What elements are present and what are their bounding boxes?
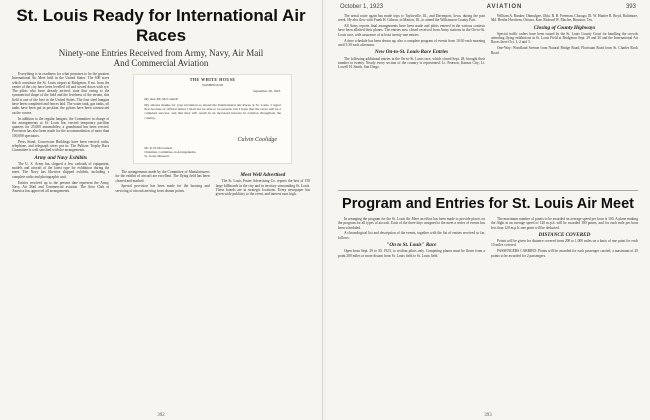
- white-house-letter: [133, 74, 292, 164]
- letter-head-location: WASHINGTON: [202, 83, 224, 87]
- paragraph: The maximum number of points to be awarded on average speed per hour is 100. A plane making the flight at an average speed of 120 m.p.h. will be awarded 100 points, and for each mile per hour less than 120 m.p.h. one point will be deducted.: [491, 217, 638, 230]
- letter-address: Mr. R. H. McConnell, Chairman, Committee on Arrangements, St. Louis, Missouri.: [144, 146, 197, 158]
- paragraph: One-Way: Woodland Avenue from Natural Bridge Road; Florissant Road from St. Charles Rock Road.: [491, 46, 638, 55]
- right-column-1: [338, 14, 485, 186]
- letter-signature: Calvin Coolidge: [237, 137, 277, 143]
- paragraph: In addition to the regular hangars, the Committee in charge of the arrangements at St. Louis has erected temporary pavilion quarters for 25,000 automobiles; a grandstand has been erected. Provision has also been made for the accommodation of more than 100,000 spectators.: [12, 116, 110, 138]
- paragraph: William A. Bunker, Okmulgee, Okla. R. B. Freeman, Chicago, Ill. W. Hunter B. Boyd, Baltimore, Md. Bertha Horchem, Ottawa, Kan. Richard W. Maclee, Houston, Tex.: [491, 14, 638, 23]
- right-column-3: [338, 217, 485, 395]
- section-heading: "On to St. Louis" Race: [386, 242, 437, 249]
- right-page: [326, 0, 650, 420]
- right-column-4: [491, 217, 638, 395]
- paragraph: The following additional entries in the On-to-St. Louis race, which closed Sept. 28, brought their number to twenty. Nearly every section of the country is represented: Lt. Pearson, Kansas City; Lt. Lowell H. Smith, San Diego.: [338, 56, 485, 70]
- paragraph: The U. S. Army has shipped a few carloads of equipment, models and aircraft of the latest type for exhibition during the meet. The Navy has likewise shipped exhibits, including a complete radio and photographic unit.: [12, 161, 110, 179]
- paragraph: Open from Sept. 29 to 30, 1923, to civilian pilots only. Competing planes must be flown from a point 200 miles or more distant from St. Louis field to St. Louis field.: [338, 249, 485, 258]
- section-heading: New On-to-St. Louis-Race Entries: [374, 49, 449, 56]
- header-date: October 1, 1923: [340, 4, 384, 10]
- paragraph: The arrangements made by the Committee of Manufacturers for the exhibit of aircraft are excellent. The flying field has been cleared and marked.: [115, 170, 210, 183]
- letter-salutation: My dear Mr. McConnell:: [144, 97, 179, 101]
- paragraph: A chronological list and description of the events, together with the list of entries received so far, follows:: [338, 231, 485, 240]
- paragraph: Everything is in readiness for what promises to be the greatest International Air Meet held in the United States. The 600 acres which constitute the St. Louis airport at Bridgeton, 8 mi. from the center of the city have been levelled off and sowed down with rye. The pilots who have already arrived, state that owing to the symmetrical shape of the field and the levelness of the terrain, this field is one of the best in the United States. The four steel hangars have been completed and fences laid. The water tank, gas tanks, oil tanks have been put in position, the pylons have been constructed on the course.: [12, 72, 110, 115]
- page-number: 393: [484, 413, 492, 418]
- article-title: St. Louis Ready for International Air Races: [16, 6, 306, 45]
- header-magazine: AVIATION: [486, 4, 523, 10]
- divider: [338, 190, 638, 191]
- paragraph: A time schedule has been drawn up, also a complete program of events from 10:30 each morning until 5:30 each afternoon.: [338, 38, 485, 47]
- section-heading: Closing of County Highways: [533, 24, 596, 31]
- section-heading: Meet Well Advertised: [240, 172, 286, 178]
- paragraph: Entries received up to the present date represent the Army, Navy, Air Mail and Commercial aviation. The Aero Club of America has approved all arrangements.: [12, 180, 110, 194]
- paragraph: All Army reports final arrangements have been made and pilots entered in the various contests have been allotted their planes. The entries now closed received from Army stations in the On-to-St. Louis race, with assurance of at least twenty-one entries.: [338, 24, 485, 37]
- paragraph: Special provision has been made for the housing and servicing of aircraft arriving from distant points.: [115, 184, 210, 193]
- paragraph: Special traffic orders have been issued by the St. Louis County Court for handling the crowds attending flying exhibitions at St. Louis Field at Bridgeton Sept. 29 and 30 and the International Air Races there Oct. 1, 2 and 3.: [491, 31, 638, 45]
- left-column-2: [115, 72, 310, 390]
- paragraph: The St. Louis Poster Advertising Co. reports the best of 150 large billboards in the city and in territory surrounding St. Louis. These boards are in strategic locations. Every newspaper has given wide publicity to the event, and interest runs high.: [215, 179, 310, 197]
- section-heading: DISTANCE COVERED: [538, 231, 591, 238]
- paragraph: Press Stand, Concession Buildings have been erected; radio, telephone, and telegraph wires put in. The Pulitzer Trophy Race Committee is well satisfied with the arrangements.: [12, 139, 110, 153]
- paragraph: The aerial route again has made trips to Taylorville, Ill., and Davenport, Iowa, during the past week. He also flew with Frank H. Gibson, to Marion, Ill., to attend the Williamson County Fair.: [338, 14, 485, 23]
- header-page: 393: [625, 4, 636, 10]
- paragraph: PASSENGERS CARRIED: Points will be awarded for each passenger carried, a maximum of 20 points to be awarded for 2 passengers.: [491, 249, 638, 258]
- paragraph: Points will be given for distance covered from 200 to 1,000 miles on a basis of one point for each 10 miles covered.: [491, 239, 638, 248]
- letter-head: THE WHITE HOUSE: [189, 77, 236, 82]
- left-column-1: [12, 72, 109, 390]
- letter-body: My sincere thanks for your invitation to attend the International Air Races at St. Louis. I regret that because of official duties I shall not be able to be present, but I hope that the races will be a complete success, and that they will result in an increased interest in aviation throughout the country.: [144, 103, 281, 120]
- letter-date: September 26, 1923.: [252, 89, 281, 93]
- program-title: Program and Entries for St. Louis Air Meet: [342, 196, 634, 212]
- page-number: 392: [157, 413, 165, 418]
- section-heading: Army and Navy Exhibits: [34, 154, 87, 161]
- right-column-2: [491, 14, 638, 186]
- running-header: [326, 0, 650, 10]
- left-page: [0, 0, 323, 420]
- article-subtitle: Ninety-one Entries Received from Army, Navy, Air Mail And Commercial Aviation: [58, 48, 264, 68]
- paragraph: In arranging the program for the St. Louis Air Meet an effort has been made to provide places on the program for all types of aircraft. Each of the three days assigned to the meet a series of events has been scheduled.: [338, 217, 485, 230]
